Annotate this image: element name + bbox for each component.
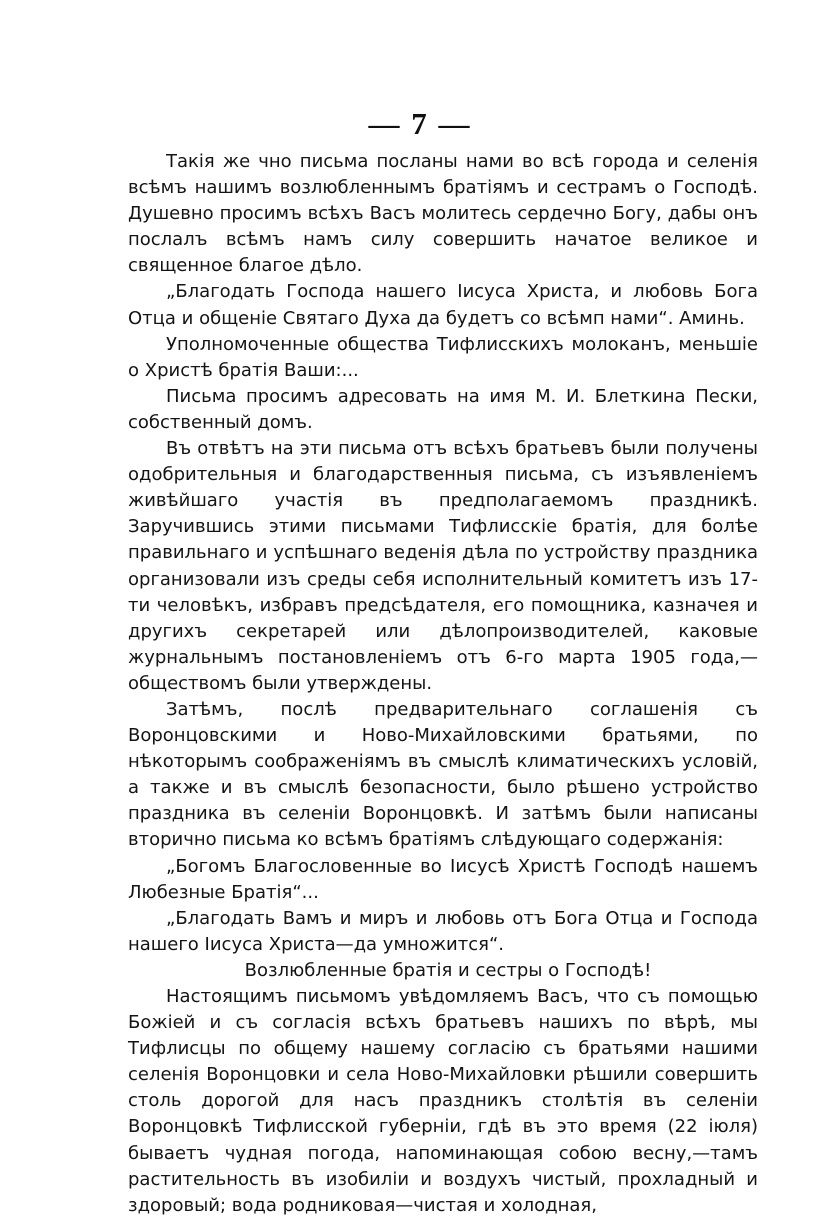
paragraph-letters-sent: Такія же чно письма посланы нами во всѣ города и селенія всѣмъ нашимъ возлюбленнымъ братіямъ и сестрамъ о Господѣ. Душевно просимъ всѣхъ Васъ молитесь сердечно Богу, дабы онъ послалъ всѣмъ намъ силу совершить начатое великое и священное благое дѣло.	[128, 151, 758, 277]
paragraph-salutation: Возлюбленные братія и сестры о Господѣ!	[244, 959, 652, 981]
paragraph-blessing: „Благодать Господа нашего Іисуса Христа, и любовь Бога Отца и общеніе Святаго Духа да будетъ со всѣмп нами“. Аминь.	[128, 281, 758, 329]
paragraph-agreement: Затѣмъ, послѣ предварительнаго соглашенія съ Воронцовскими и Ново-Михайловскими братьями, по нѣкоторымъ соображеніямъ въ смыслѣ климатическихъ условій, а также и въ смыслѣ безопасности, было рѣшено устройство праздника въ селеніи Воронцовкѣ. И затѣмъ были написаны вторично письма ко всѣмъ братіямъ слѣдующаго содержанія:	[128, 698, 758, 851]
paragraph-signature: Уполномоченные общества Тифлисскихъ молоканъ, меньшіе о Христѣ братія Ваши:...	[128, 333, 758, 381]
paragraph-address: Письма просимъ адресовать на имя М. И. Блеткина Пески, собственный домъ.	[128, 385, 758, 433]
paragraph-committee: Въ отвѣтъ на эти письма отъ всѣхъ братьевъ были получены одобрительныя и благодарственныя письма, съ изъявленіемъ живѣйшаго участія въ предполагаемомъ праздникѣ. Заручившись этими письмами Тифлисскіе братія, для болѣе правильнаго и успѣшнаго веденія дѣла по устройству праздника организовали изъ среды себя исполнительный комитетъ изъ 17-ти человѣкъ, избравъ предсѣдателя, его помощника, казначея и другихъ секретарей или дѣлопроизводителей, каковые журнальнымъ постановленіемъ отъ 6-го марта 1905 года,—обществомъ были утверждены.	[128, 438, 758, 694]
paragraph-grace: „Благодать Вамъ и миръ и любовь отъ Бога Отца и Господа нашего Іисуса Христа—да умножится“.	[128, 907, 758, 955]
page-number: — 7 —	[368, 106, 472, 141]
paragraph-announcement: Настоящимъ письмомъ увѣдомляемъ Васъ, что съ помощью Божіей и съ согласія всѣхъ братьевъ нашихъ по вѣрѣ, мы Тифлисцы по общему нашему согласію съ братьями нашими селенія Воронцовки и села Ново-Михайловки рѣшили совершить столь дорогой для насъ праздникъ столѣтія въ селеніи Воронцовкѣ Тифлисской губерніи, гдѣ въ это время (22 іюля) бываетъ чудная погода, напоминающая собою весну,—тамъ растительность въ изобиліи и воздухъ чистый, прохладный и здоровый; вода родниковая—чистая и холодная,	[128, 986, 758, 1216]
body-text	[128, 149, 758, 1219]
paragraph-greeting: „Богомъ Благословенные во Іисусѣ Христѣ Господѣ нашемъ Любезные Братія“...	[128, 855, 758, 903]
